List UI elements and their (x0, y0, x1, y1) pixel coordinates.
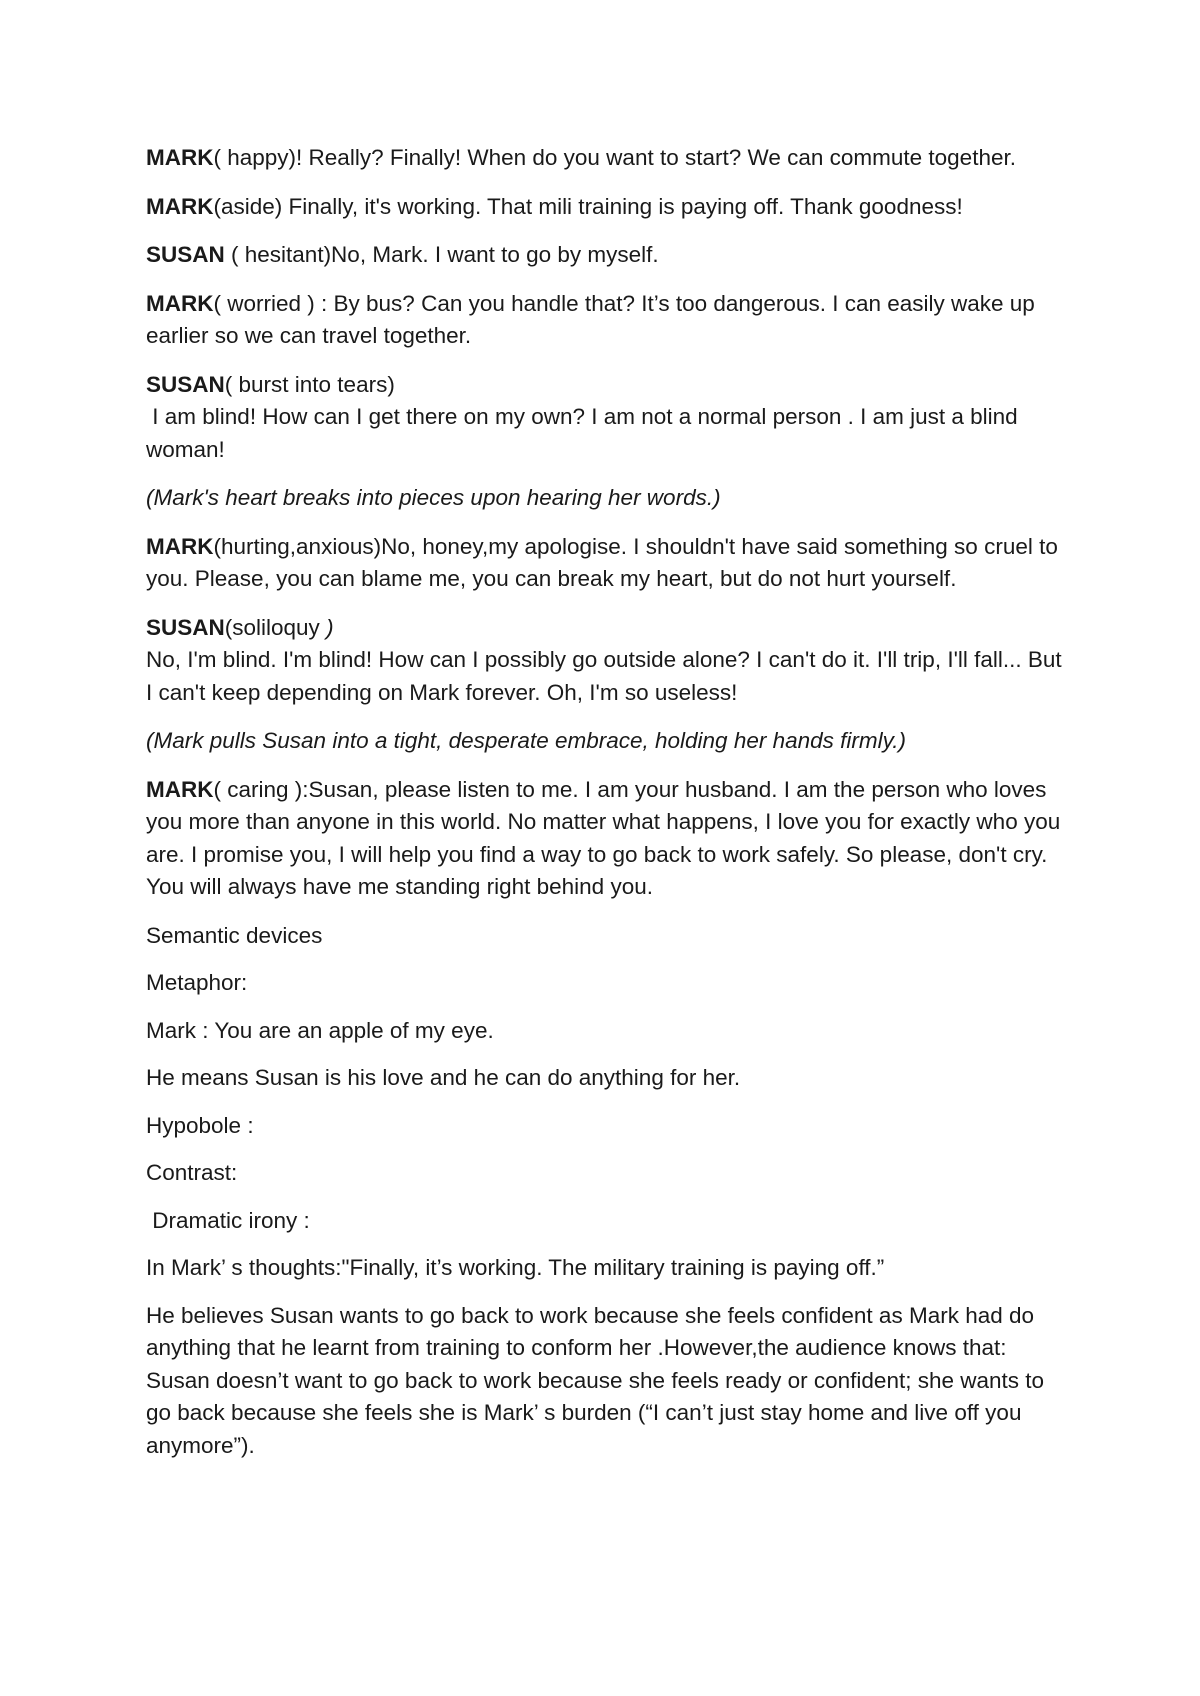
speaker-name: MARK (146, 290, 214, 316)
dialogue-text: ( happy)! Really? Finally! When do you want to start? We can commute together. (213, 145, 1016, 170)
dialogue-susan-tears (146, 369, 1070, 467)
speaker-name: MARK (146, 193, 214, 219)
document-page (146, 142, 1070, 1478)
dialogue-susan-hesitant (146, 239, 1070, 272)
speaker-name: MARK (146, 533, 214, 559)
heading-semantic-devices: Semantic devices (146, 922, 323, 948)
dialogue-direction: (soliloquy (224, 614, 327, 640)
stage-direction-embrace: (Mark pulls Susan into a tight, desperate embrace, holding her hands firmly.) (146, 728, 906, 753)
speaker-name: MARK (146, 776, 214, 802)
dialogue-text: ( hesitant)No, Mark. I want to go by myself. (224, 242, 659, 267)
speaker-name: SUSAN (146, 242, 225, 267)
speaker-name: SUSAN (146, 371, 225, 397)
dialogue-direction: ( burst into tears) (224, 371, 395, 397)
dialogue-mark-worried (146, 288, 1070, 353)
dramatic-irony-quote: In Mark’ s thoughts:"Finally, it’s working. The military training is paying off.” (146, 1255, 885, 1280)
dialogue-text: No, I'm blind. I'm blind! How can I possibly go outside alone? I can't do it. I'll trip, I'll fall... But I can't keep depending on Mark forever. Oh, I'm so useless! (146, 647, 1062, 705)
metaphor-explanation: He means Susan is his love and he can do anything for her. (146, 1065, 741, 1090)
speaker-name: SUSAN (146, 614, 225, 640)
stage-direction-heart-breaks: (Mark's heart breaks into pieces upon hearing her words.) (146, 485, 721, 510)
dialogue-mark-aside (146, 191, 1070, 224)
dialogue-text: ( worried ) : By bus? Can you handle that? It’s too dangerous. I can easily wake up earlier so we can travel together. (146, 290, 1035, 348)
dialogue-text: ( caring ):Susan, please listen to me. I am your husband. I am the person who loves you more than anyone in this world. No matter what happens, I love you for exactly who you are. I promise you, I will help you find a way to go back to work safely. So please, don't cry. You will always have me standing right behind you. (146, 776, 1061, 899)
label-dramatic-irony: Dramatic irony : (146, 1207, 310, 1233)
dialogue-mark-caring (146, 774, 1070, 904)
dialogue-text: (hurting,anxious)No, honey,my apologise. I shouldn't have said something so cruel to you. Please, you can blame me, you can break my heart, but do not hurt yourself. (146, 533, 1058, 591)
metaphor-quote: Mark : You are an apple of my eye. (146, 1017, 494, 1043)
label-metaphor: Metaphor: (146, 970, 248, 995)
dialogue-mark-happy (146, 142, 1070, 175)
dialogue-direction-close: ) (326, 614, 334, 640)
dialogue-text: (aside) Finally, it's working. That mili training is paying off. Thank goodness! (213, 193, 963, 219)
speaker-name: MARK (146, 145, 214, 170)
dialogue-text: I am blind! How can I get there on my own? I am not a normal person . I am just a blind woman! (146, 404, 1024, 462)
dialogue-susan-soliloquy (146, 612, 1070, 710)
dialogue-mark-hurting (146, 531, 1070, 596)
label-hypobole: Hypobole : (146, 1112, 254, 1138)
dramatic-irony-explanation: He believes Susan wants to go back to work because she feels confident as Mark had do anything that he learnt from training to conform her .However,the audience knows that: Susan doesn’t want to go back to work because she feels ready or confident; she wants to go back because she feels she is Mark’ s burden (“I can’t just stay home and live off you anymore”). (146, 1302, 1045, 1458)
label-contrast: Contrast: (146, 1160, 238, 1185)
